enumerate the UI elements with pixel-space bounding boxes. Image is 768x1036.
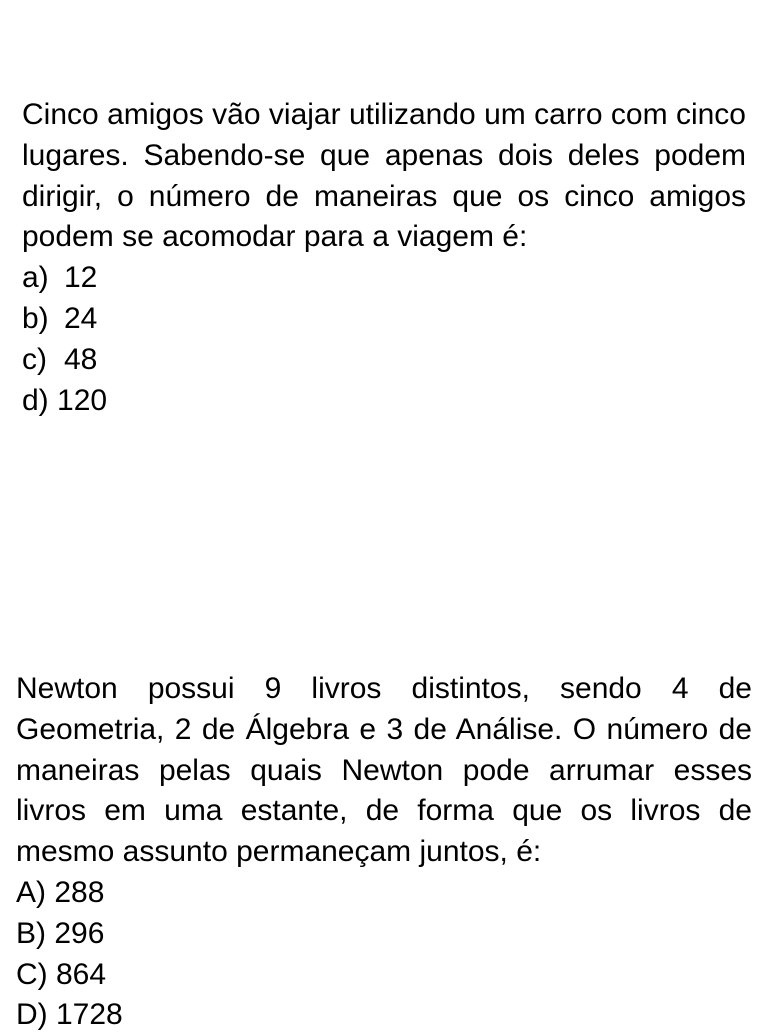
- question-1: [22, 95, 746, 421]
- question-1-option-d: [22, 381, 746, 422]
- option-value: 24: [64, 301, 98, 335]
- question-2-text: Newton possui 9 livros distintos, sendo 4 de Geometria, 2 de Álgebra e 3 de Análise. O número de maneiras pelas quais Newton pode arrumar esses livros em uma estante, de forma que os livros de mesmo assunto permaneçam juntos, é:: [16, 672, 752, 869]
- option-value: 120: [57, 383, 108, 417]
- question-2-option-d: D) 1728: [16, 998, 123, 1032]
- question-1-option-a: [22, 258, 746, 299]
- question-2-option-b: B) 296: [16, 916, 105, 950]
- question-2-option-c: C) 864: [16, 957, 107, 991]
- option-letter: d): [22, 383, 49, 417]
- question-1-options: [22, 258, 746, 421]
- option-letter: c): [22, 342, 47, 376]
- question-1-option-b: [22, 299, 746, 340]
- question-2-option-a: A) 288: [16, 875, 105, 909]
- question-2-options: [16, 873, 752, 1036]
- option-value: 48: [64, 342, 98, 376]
- option-value: 12: [64, 261, 98, 295]
- option-letter: a): [22, 261, 49, 295]
- option-letter: b): [22, 301, 49, 335]
- question-2: [16, 669, 752, 1036]
- question-1-text: Cinco amigos vão viajar utilizando um carro com cinco lugares. Sabendo-se que apenas dois deles podem dirigir, o número de maneiras que os cinco amigos podem se acomodar para a viagem é:: [22, 98, 746, 254]
- question-1-option-c: [22, 340, 746, 381]
